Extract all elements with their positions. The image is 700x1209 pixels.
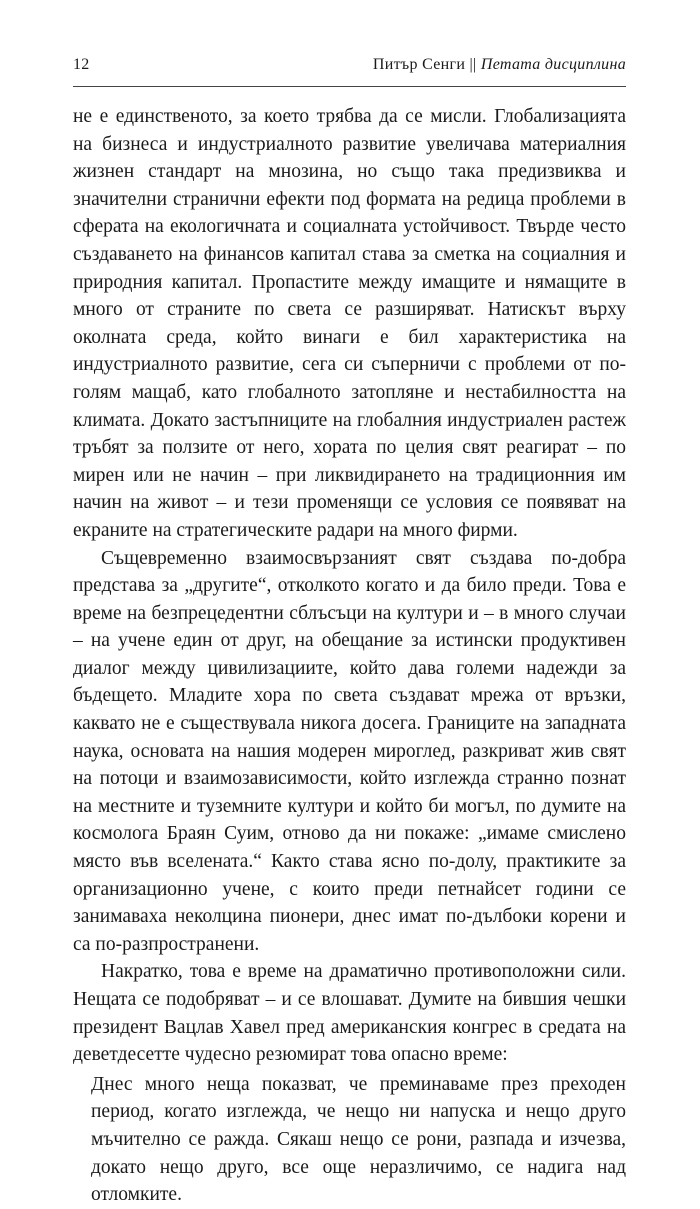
running-head [373, 56, 626, 74]
book-title: Петата дисциплина [480, 56, 626, 73]
page-body [73, 103, 626, 1209]
paragraph: Същевременно взаимосвързаният свят създава по-добра представа за „другите“, отколкото когато и да било преди. Това е време на безпрецедентни сблъсъци на култури и – в много случаи – на учене един от друг, на обещание за истински продуктивен диалог между цивилизациите, който дава големи надежди за бъдещето. Младите хора по света създават мрежа от връзки, каквато не е съществувала никога досега. Границите на западната наука, основата на нашия модерен мироглед, разкриват жив свят на потоци и взаимозависимости, който изглежда странно познат на местните и туземните култури и който би могъл, по думите на космолога Браян Суим, отново да ни покаже: „имаме смислено място във вселената.“ Както става ясно по-долу, практиките за организационно учене, с които преди петнайсет години се занимаваха неколцина пионери, днес имат по-дълбоки корени и са по-разпространени. [73, 547, 626, 955]
paragraph: не е единственото, за което трябва да се мисли. Глобализацията на бизнеса и индустриалното развитие увеличава материалния жизнен стандарт на мнозина, но също така предизвиква и значителни странични ефекти под формата на редица проблеми в сферата на екологичната и социалната устойчивост. Твърде често създаването на финансов капитал става за сметка на социалния и природния капитал. Пропастите между имащите и нямащите в много от страните по света се разширяват. Натискът върху околната среда, който винаги е бил характеристика на индустриалното развитие, сега си съперничи с проблеми от по-голям мащаб, като глобалното затопляне и нестабилността на климата. Докато застъпниците на глобалния индустриален растеж тръбят за ползите от него, хората по целия свят реагират – по мирен или не начин – при ликвидирането на традиционния им начин на живот – и тези променящи се условия се появяват на екраните на стратегическите радари на много фирми. [73, 106, 626, 541]
block-quote: Днес много неща показват, че преминаваме през преходен период, когато изглежда, че нещо ни напуска и нещо друго мъчително се ражда. Сякаш нещо се рони, разпада и изчезва, докато нещо друго, все още неразличимо, се надига над отломките. [91, 1073, 626, 1206]
header-rule [73, 86, 626, 87]
page-number: 12 [73, 56, 90, 73]
paragraph: Накратко, това е време на драматично противоположни сили. Нещата се подобряват – и се влошават. Думите на бившия чешки президент Вацлав Хавел пред американския конгрес в средата на деветдесетте чудесно резюмират това опасно време: [73, 961, 626, 1066]
header-separator: || [465, 56, 481, 73]
running-header [73, 56, 626, 84]
author-name: Питър Сенги [372, 56, 466, 73]
